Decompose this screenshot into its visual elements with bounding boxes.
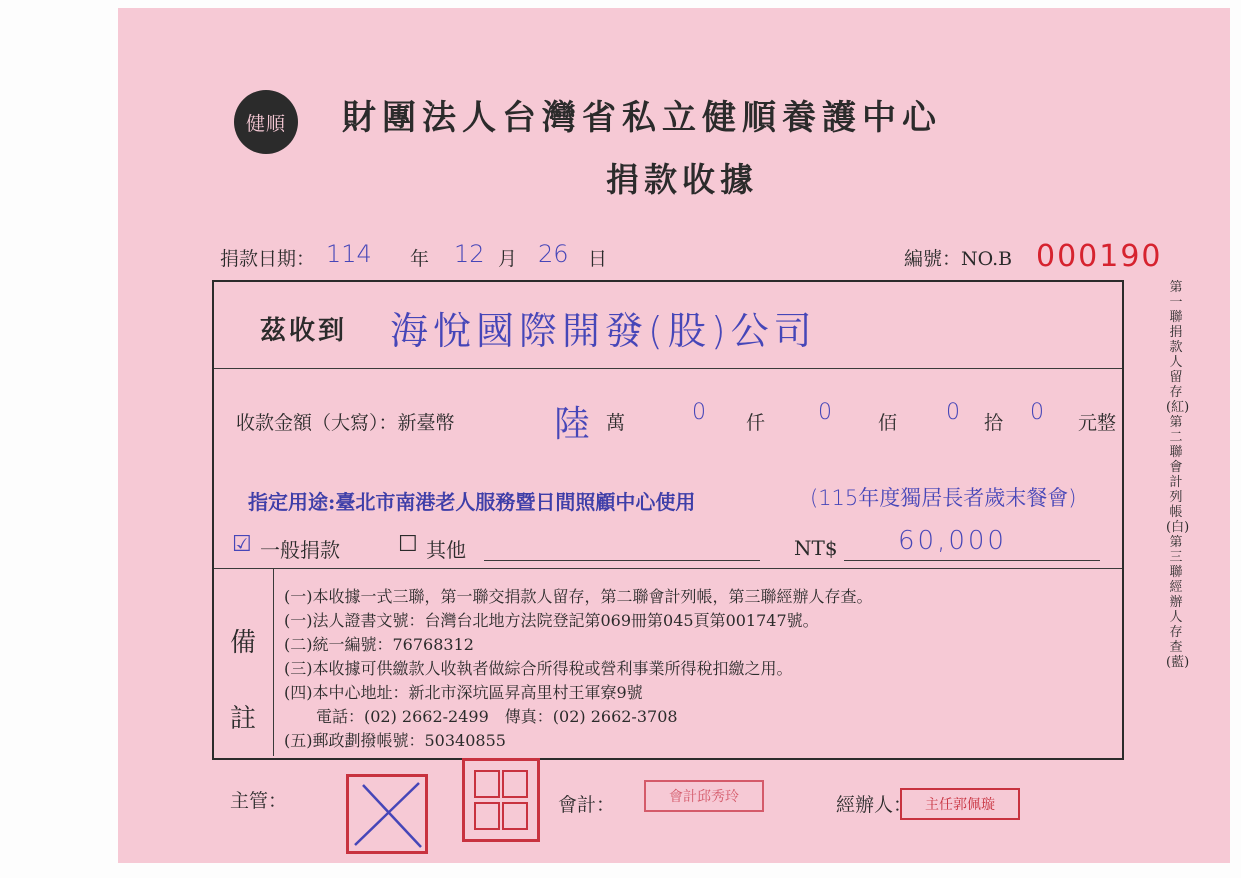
- amount-bai-unit: 佰: [878, 412, 898, 434]
- remarks-label-top: 備: [230, 628, 257, 658]
- serial-label: 編號：NO.B: [904, 248, 1013, 270]
- remark-line: (二)統一編號：76768312: [284, 635, 474, 654]
- purpose-handwritten: (115年度獨居長者歲末餐會): [810, 486, 1077, 510]
- amount-shi-value: 0: [946, 400, 960, 425]
- serial-number: 000190: [1036, 239, 1163, 274]
- received-from-label: 茲收到: [260, 316, 348, 346]
- supervisor-seal: [346, 774, 428, 854]
- nt-label: NT$: [794, 536, 838, 560]
- nt-underline: [844, 560, 1100, 561]
- date-month-value: 12: [454, 240, 485, 268]
- amount-yuan-unit: 元整: [1078, 412, 1117, 434]
- date-month-unit: 月: [498, 248, 518, 270]
- date-label: 捐款日期：: [220, 248, 316, 270]
- date-year-unit: 年: [410, 248, 430, 270]
- remark-line: (三)本收據可供繳款人收執者做綜合所得稅或營利事業所得稅扣繳之用。: [284, 659, 793, 678]
- general-donation-checkbox[interactable]: ☑: [232, 532, 252, 557]
- logo-text: 健順: [245, 112, 286, 135]
- date-day-unit: 日: [588, 248, 608, 270]
- other-donation-underline: [484, 560, 760, 561]
- copy-distribution-side-text: 第一聯捐款人留存(紅) 第二聯會計列帳(白) 第三聯經辦人存查(藍): [1166, 280, 1203, 670]
- amount-qian-unit: 仟: [746, 412, 766, 434]
- other-donation-checkbox[interactable]: ☐: [398, 532, 418, 557]
- remark-line: (一)法人證書文號：台灣台北地方法院登記第069冊第045頁第001747號。: [284, 611, 819, 630]
- date-day-value: 26: [538, 240, 569, 268]
- handler-label: 經辦人：: [836, 794, 913, 816]
- cross-out-mark-icon: [349, 777, 425, 851]
- supervisor-label: 主管：: [230, 790, 288, 812]
- remark-line: (一)本收據一式三聯，第一聯交捐款人留存，第二聯會計列帳，第三聯經辦人存查。: [284, 587, 873, 606]
- remarks-label-bottom: 註: [230, 704, 257, 734]
- receipt-form: [118, 8, 1230, 863]
- other-donation-label: 其他: [426, 538, 466, 562]
- remark-line: (五)郵政劃撥帳號：50340855: [284, 731, 506, 750]
- amount-bai-value: 0: [818, 400, 832, 425]
- amount-shi-unit: 拾: [984, 412, 1004, 434]
- general-donation-label: 一般捐款: [260, 538, 340, 562]
- divider: [214, 568, 1122, 569]
- accountant-stamp: 會計邱秀玲: [644, 780, 764, 812]
- remark-line: 電話：(02) 2662-2499 傳真：(02) 2662-3708: [284, 707, 678, 726]
- amount-wan-unit: 萬: [606, 412, 626, 434]
- nt-amount-value: 60,000: [898, 526, 1007, 556]
- accountant-label: 會計：: [558, 794, 616, 816]
- amount-label: 收款金額（大寫）：新臺幣: [236, 412, 455, 434]
- amount-yuan-value: 0: [1030, 400, 1044, 425]
- purpose-stamp: 指定用途:臺北市南港老人服務暨日間照顧中心使用: [248, 490, 696, 514]
- remark-line: (四)本中心地址：新北市深坑區昇高里村王軍寮9號: [284, 683, 643, 702]
- divider: [214, 368, 1122, 369]
- org-logo: [234, 90, 298, 154]
- receipt-table: [212, 280, 1124, 760]
- seal-pattern-icon: [471, 767, 531, 833]
- organization-seal: [462, 758, 540, 842]
- remarks-divider: [273, 568, 274, 756]
- received-from-value: 海悅國際開發(股)公司: [390, 309, 817, 353]
- receipt-title: 捐款收據: [606, 160, 758, 199]
- org-name: 財團法人台灣省私立健順養護中心: [342, 98, 942, 138]
- amount-wan-value: 陸: [554, 404, 591, 445]
- amount-qian-value: 0: [692, 400, 706, 425]
- handler-stamp: 主任郭佩璇: [900, 788, 1020, 820]
- date-year-value: 114: [326, 240, 372, 268]
